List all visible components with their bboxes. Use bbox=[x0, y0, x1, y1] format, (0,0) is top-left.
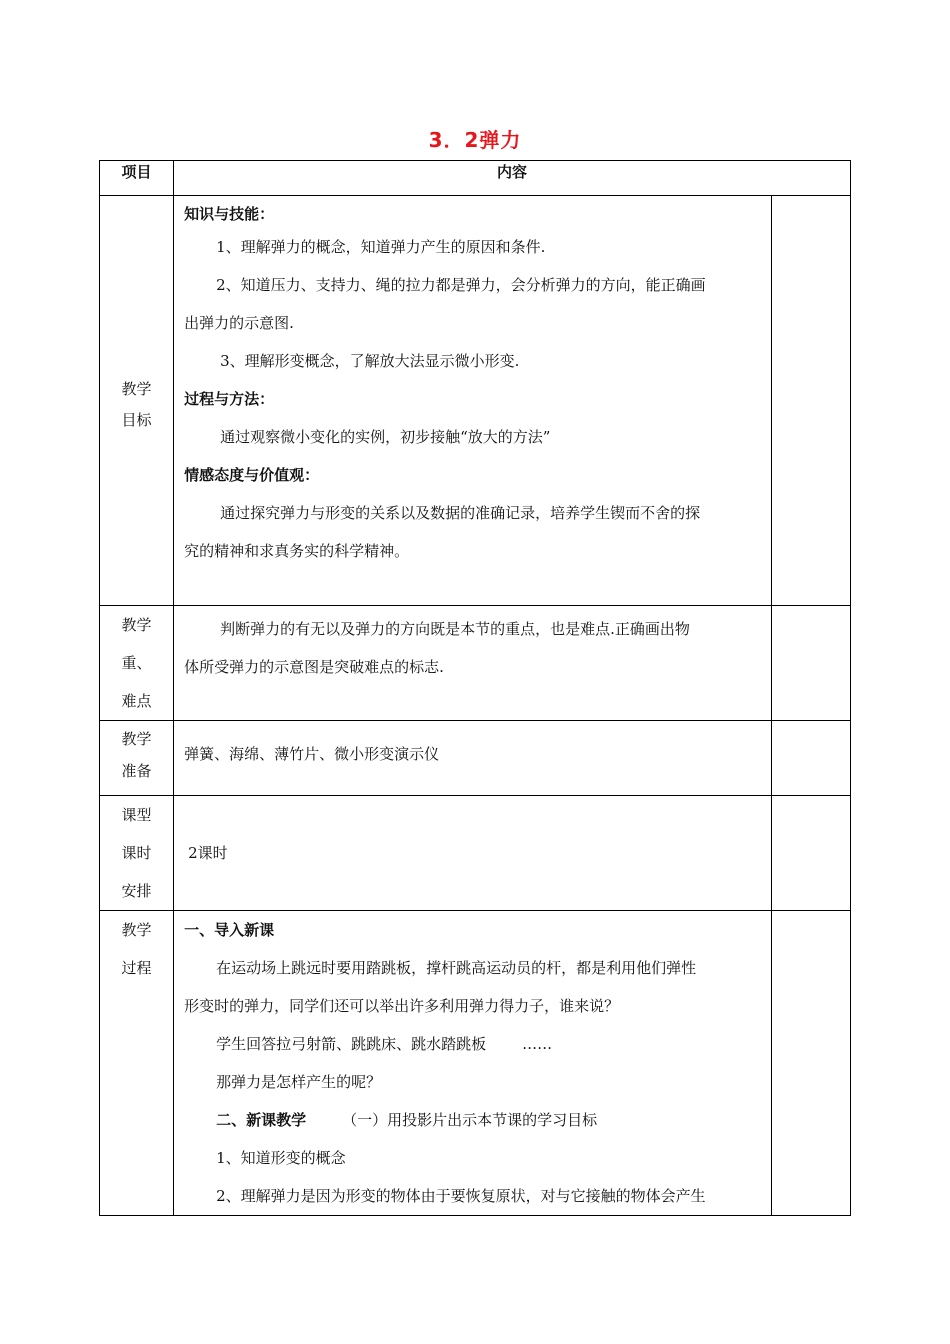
schedule-content: 2课时 bbox=[174, 796, 772, 911]
preparation-content: 弹簧、海绵、薄竹片、微小形变演示仪 bbox=[174, 721, 772, 796]
table-row-schedule bbox=[100, 796, 851, 911]
table-header-row bbox=[100, 161, 851, 196]
remarks-cell bbox=[771, 606, 850, 721]
emotion-text: 通过探究弹力与形变的关系以及数据的准确记录，培养学生锲而不舍的探 bbox=[220, 504, 701, 522]
process-heading: 过程与方法： bbox=[184, 390, 275, 408]
goals-content bbox=[174, 196, 772, 606]
knowledge-heading: 知识与技能： bbox=[184, 205, 275, 223]
emotion-text: 究的精神和求真务实的科学精神。 bbox=[184, 542, 410, 560]
table-row-preparation bbox=[100, 721, 851, 796]
table-row-process bbox=[100, 911, 851, 1216]
table-row-goals bbox=[100, 196, 851, 606]
remarks-cell bbox=[771, 196, 850, 606]
remarks-cell bbox=[771, 721, 850, 796]
page-title: 3．2弹力 bbox=[428, 128, 522, 152]
process-content: 一、导入新课 在运动场上跳远时要用踏跳板，撑杆跳高运动员的杆，都是利用他们弹性 形变时的弹力，同学们还可以举出许多利用弹力得力子，谁来说？ 学生回答拉弓射箭、跳跳床、跳水踏跳板 …… 那弹力是怎样产生的呢？ 二、新课教学 （一）用投影片出示本节课的学习目标 1、知道形变的概念 2、理解弹力是因为形变的物体由于要恢复原状，对与它接触的物体会产生 bbox=[174, 911, 772, 1216]
key-points-content: 判断弹力的有无以及弹力的方向既是本节的重点，也是难点.正确画出物 体所受弹力的示意图是突破难点的标志. bbox=[174, 606, 772, 721]
knowledge-item: 3、理解形变概念，了解放大法显示微小形变. bbox=[220, 352, 520, 370]
knowledge-item: 1、理解弹力的概念，知道弹力产生的原因和条件. bbox=[216, 238, 546, 256]
remarks-cell bbox=[771, 796, 850, 911]
row-label-goals: 教学 目标 bbox=[100, 196, 174, 606]
lesson-plan-table bbox=[99, 160, 851, 1216]
row-label-preparation: 教学 准备 bbox=[100, 721, 174, 796]
header-item: 项目 bbox=[100, 161, 174, 196]
row-label-schedule: 课型 课时 安排 bbox=[100, 796, 174, 911]
remarks-cell bbox=[771, 911, 850, 1216]
row-label-process: 教学 过程 bbox=[100, 911, 174, 1216]
intro-heading: 一、导入新课 bbox=[184, 921, 275, 939]
table-row-key-points bbox=[100, 606, 851, 721]
emotion-heading: 情感态度与价值观： bbox=[184, 466, 320, 484]
knowledge-item: 2、知道压力、支持力、绳的拉力都是弹力，会分析弹力的方向，能正确画 bbox=[216, 276, 706, 294]
process-text: 通过观察微小变化的实例，初步接触“放大的方法” bbox=[220, 428, 551, 446]
row-label-key-points: 教学 重、 难点 bbox=[100, 606, 174, 721]
header-content: 内容 bbox=[174, 161, 851, 196]
new-lesson-heading: 二、新课教学 bbox=[216, 1111, 307, 1129]
knowledge-item: 出弹力的示意图. bbox=[184, 314, 294, 332]
